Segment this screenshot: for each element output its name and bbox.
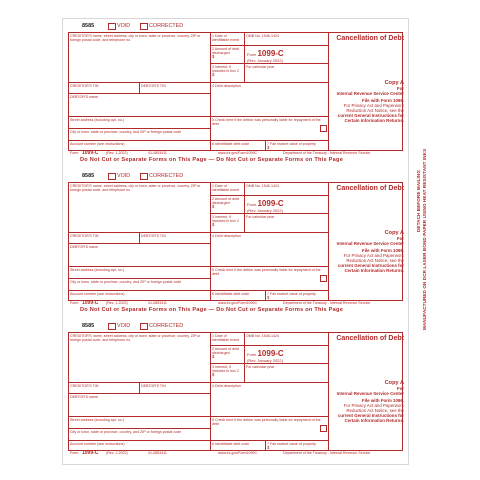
copy-for: For	[396, 386, 404, 391]
footer-form-word: Form	[70, 301, 79, 305]
box5-liable-field	[211, 117, 329, 141]
form-number	[247, 349, 284, 363]
form-copy-1	[68, 23, 404, 163]
omb-label: OMB No. 1545-1424	[246, 34, 279, 38]
box6-debt-code-field[interactable]	[211, 441, 266, 451]
box1-date-field[interactable]	[211, 183, 245, 196]
debtor-name-label: DEBTOR'S name	[70, 395, 98, 399]
dollar-sign: $	[267, 445, 270, 451]
creditor-tin-field[interactable]	[69, 233, 140, 244]
footer-department: Department of the Treasury - Internal Revenue Service	[283, 451, 371, 455]
debtor-name-field[interactable]	[69, 244, 211, 267]
debtor-tin-label: DEBTOR'S TIN	[141, 384, 166, 388]
debtor-name-label: DEBTOR'S name	[70, 245, 98, 249]
copy-irs-center: Internal Revenue Service Center	[336, 391, 404, 396]
copy-privacy-notice: For Privacy Act and Paperwork Reduction Act Notice, see the	[343, 103, 404, 113]
calendar-year-field[interactable]	[245, 64, 329, 83]
void-checkbox[interactable]	[108, 323, 116, 330]
city-label: City or town, state or province, country, and ZIP or foreign postal code	[70, 430, 182, 434]
city-label: City or town, state or province, country, and ZIP or foreign postal code	[70, 130, 182, 134]
street-address-field[interactable]	[69, 417, 211, 429]
box1-date-field[interactable]	[211, 33, 245, 46]
form-word: Form	[247, 202, 257, 207]
copy-a-block	[329, 381, 408, 423]
box2-label: 2 Amount of debt discharged	[212, 347, 240, 356]
side-margin-text	[410, 20, 432, 460]
box2-amount-field[interactable]	[211, 346, 245, 364]
box5-checkbox[interactable]	[320, 425, 327, 432]
manufacturer-notice: MANUFACTURED ON DCR LASER BOND PAPER USING HEAT RESISTANT INKS	[422, 148, 427, 330]
box6-debt-code-field[interactable]	[211, 291, 266, 301]
box7-label: 7 Fair market value of property	[267, 142, 316, 146]
box6-label: 6 Identifiable debt code	[212, 142, 250, 146]
corrected-checkbox[interactable]	[140, 323, 148, 330]
box4-debt-description-field[interactable]	[211, 233, 329, 267]
creditor-tin-field[interactable]	[69, 83, 140, 94]
corrected-checkbox[interactable]	[140, 23, 148, 30]
void-label: VOID	[117, 23, 131, 29]
box1-label: 1 Date of identifiable event	[212, 34, 239, 43]
footer-revision: (Rev. 1-2022)	[106, 451, 128, 455]
omb-cell	[245, 33, 329, 46]
form-title: Cancellation of Debt	[336, 335, 404, 342]
box3-interest-field[interactable]	[211, 364, 245, 383]
void-label: VOID	[117, 173, 131, 179]
creditor-name-field[interactable]	[69, 333, 211, 383]
box6-label: 6 Identifiable debt code	[212, 292, 250, 296]
revision-label: (Rev. January 2022)	[247, 208, 283, 213]
dollar-sign: $	[212, 54, 215, 60]
dollar-sign: $	[212, 372, 215, 378]
creditor-tin-label: CREDITOR'S TIN	[70, 234, 99, 238]
footer-revision: (Rev. 1-2022)	[106, 301, 128, 305]
copy-instructions: current General Instructions for Certain Information Returns.	[337, 113, 404, 123]
account-number-label: Account number (see instructions)	[70, 142, 125, 146]
creditor-tin-label: CREDITOR'S TIN	[70, 384, 99, 388]
footer-cat-number: 41-0853411	[148, 451, 167, 455]
city-field[interactable]	[69, 429, 211, 441]
box5-liable-field	[211, 267, 329, 291]
cut-warning: Do Not Cut or Separate Forms on This Page — Do Not Cut or Separate Forms on This Page	[80, 307, 344, 313]
box7-fmv-field[interactable]	[266, 441, 329, 451]
copy-for: For	[396, 86, 404, 91]
box7-fmv-field[interactable]	[266, 141, 329, 151]
detach-notice: DETACH BEFORE MAILING	[416, 170, 421, 232]
debtor-name-field[interactable]	[69, 394, 211, 417]
footer-form-word: Form	[70, 451, 79, 455]
copy-a-block	[329, 81, 408, 123]
creditor-name-field[interactable]	[69, 183, 211, 233]
form-title: Cancellation of Debt	[336, 35, 404, 42]
street-address-field[interactable]	[69, 117, 211, 129]
footer-form-word: Form	[70, 151, 79, 155]
footer-department: Department of the Treasury - Internal Revenue Service	[283, 301, 371, 305]
copy-a-label: Copy A	[384, 230, 404, 236]
copy-instructions: current General Instructions for Certain Information Returns.	[337, 413, 404, 423]
footer-form-number: 1099-C	[82, 300, 99, 306]
box6-debt-code-field[interactable]	[211, 141, 266, 151]
dollar-sign: $	[212, 204, 215, 210]
box7-label: 7 Fair market value of property	[267, 442, 316, 446]
omb-label: OMB No. 1545-1424	[246, 334, 279, 338]
street-address-label: Street address (including apt. no.)	[70, 118, 124, 122]
form-number-big: 1099-C	[257, 49, 284, 58]
box5-checkbox[interactable]	[320, 125, 327, 132]
tax-form-sheet	[62, 18, 409, 465]
form-number	[247, 49, 284, 63]
calendar-year-field[interactable]	[245, 214, 329, 233]
debtor-tin-label: DEBTOR'S TIN	[141, 84, 166, 88]
street-address-field[interactable]	[69, 267, 211, 279]
copy-file-with: File with Form 1096.	[362, 98, 404, 103]
form-number-big: 1099-C	[257, 199, 284, 208]
creditor-name-label: CREDITOR'S name, street address, city or town, state or province, country, ZIP or foreign postal code, and telephone no.	[70, 34, 201, 43]
box5-label: 5 Check here if the debtor was personally liable for repayment of the debt	[212, 418, 321, 427]
calendar-year-label: For calendar year	[246, 65, 275, 69]
form-word: Form	[247, 352, 257, 357]
copy-for: For	[396, 236, 404, 241]
account-number-label: Account number (see instructions)	[70, 442, 125, 446]
footer-cat-number: 41-0853411	[148, 151, 167, 155]
corrected-checkbox[interactable]	[140, 173, 148, 180]
box5-label: 5 Check here if the debtor was personally liable for repayment of the debt	[212, 268, 321, 277]
dollar-sign: $	[267, 145, 270, 151]
form-footer	[68, 151, 403, 156]
debtor-name-field[interactable]	[69, 94, 211, 117]
footer-form-number: 1099-C	[82, 150, 99, 156]
calendar-year-label: For calendar year	[246, 365, 275, 369]
revision-label: (Rev. January 2022)	[247, 358, 283, 363]
dollar-sign: $	[267, 295, 270, 301]
box1-date-field[interactable]	[211, 333, 245, 346]
box4-debt-description-field[interactable]	[211, 83, 329, 117]
dollar-sign: $	[212, 354, 215, 360]
copy-a-label: Copy A	[384, 380, 404, 386]
footer-url: www.irs.gov/Form1099C	[218, 301, 258, 305]
corrected-label: CORRECTED	[149, 323, 184, 329]
form-code: 8585	[82, 173, 95, 179]
form-code: 8585	[82, 23, 95, 29]
creditor-name-label: CREDITOR'S name, street address, city or town, state or province, country, ZIP or foreign postal code, and telephone no.	[70, 184, 201, 193]
form-grid	[68, 332, 403, 451]
copy-a-label: Copy A	[384, 80, 404, 86]
footer-form-number: 1099-C	[82, 450, 99, 456]
copy-irs-center: Internal Revenue Service Center	[336, 241, 404, 246]
revision-label: (Rev. January 2022)	[247, 58, 283, 63]
form-title: Cancellation of Debt	[336, 185, 404, 192]
copy-irs-center: Internal Revenue Service Center	[336, 91, 404, 96]
box2-amount-field[interactable]	[211, 46, 245, 64]
creditor-name-label: CREDITOR'S name, street address, city or town, state or province, country, ZIP or foreign postal code, and telephone no.	[70, 334, 201, 343]
box1-label: 1 Date of identifiable event	[212, 184, 239, 193]
debtor-tin-field[interactable]	[140, 383, 211, 394]
creditor-tin-label: CREDITOR'S TIN	[70, 84, 99, 88]
form-code: 8585	[82, 323, 95, 329]
form-number-big: 1099-C	[257, 349, 284, 358]
copy-privacy-notice: For Privacy Act and Paperwork Reduction Act Notice, see the	[343, 253, 404, 263]
box4-debt-description-field[interactable]	[211, 383, 329, 417]
box3-label: 3 Interest, if included in box 2	[212, 215, 239, 224]
box7-fmv-field[interactable]	[266, 291, 329, 301]
footer-cat-number: 41-0853411	[148, 301, 167, 305]
corrected-label: CORRECTED	[149, 173, 184, 179]
box5-label: 5 Check here if the debtor was personally liable for repayment of the debt	[212, 118, 321, 127]
void-label: VOID	[117, 323, 131, 329]
void-checkbox[interactable]	[108, 173, 116, 180]
box2-amount-field[interactable]	[211, 196, 245, 214]
copy-instructions: current General Instructions for Certain Information Returns.	[337, 263, 404, 273]
calendar-year-label: For calendar year	[246, 215, 275, 219]
city-field[interactable]	[69, 279, 211, 291]
box3-label: 3 Interest, if included in box 2	[212, 365, 239, 374]
form-copy-2	[68, 173, 404, 313]
box5-liable-field	[211, 417, 329, 441]
city-field[interactable]	[69, 129, 211, 141]
cut-warning: Do Not Cut or Separate Forms on This Page — Do Not Cut or Separate Forms on This Page	[80, 157, 344, 163]
box3-interest-field[interactable]	[211, 214, 245, 233]
footer-revision: (Rev. 1-2022)	[106, 151, 128, 155]
form-footer	[68, 301, 403, 306]
box2-label: 2 Amount of debt discharged	[212, 47, 240, 56]
omb-cell	[245, 183, 329, 196]
street-address-label: Street address (including apt. no.)	[70, 418, 124, 422]
box4-label: 4 Debt description	[212, 84, 241, 88]
omb-label: OMB No. 1545-1424	[246, 184, 279, 188]
dollar-sign: $	[212, 72, 215, 78]
debtor-name-label: DEBTOR'S name	[70, 95, 98, 99]
debtor-tin-field[interactable]	[140, 83, 211, 94]
account-number-label: Account number (see instructions)	[70, 292, 125, 296]
box3-label: 3 Interest, if included in box 2	[212, 65, 239, 74]
copy-privacy-notice: For Privacy Act and Paperwork Reduction Act Notice, see the	[343, 403, 404, 413]
box6-label: 6 Identifiable debt code	[212, 442, 250, 446]
form-grid	[68, 182, 403, 301]
dollar-sign: $	[212, 222, 215, 228]
footer-department: Department of the Treasury - Internal Revenue Service	[283, 151, 371, 155]
debtor-tin-field[interactable]	[140, 233, 211, 244]
void-checkbox[interactable]	[108, 23, 116, 30]
corrected-label: CORRECTED	[149, 23, 184, 29]
footer-url: www.irs.gov/Form1099C	[218, 151, 258, 155]
creditor-name-field[interactable]	[69, 33, 211, 83]
box2-label: 2 Amount of debt discharged	[212, 197, 240, 206]
form-word: Form	[247, 52, 257, 57]
copy-file-with: File with Form 1096.	[362, 248, 404, 253]
copy-file-with: File with Form 1096.	[362, 398, 404, 403]
box1-label: 1 Date of identifiable event	[212, 334, 239, 343]
copy-a-block	[329, 231, 408, 273]
form-number	[247, 199, 284, 213]
creditor-tin-field[interactable]	[69, 383, 140, 394]
calendar-year-field[interactable]	[245, 364, 329, 383]
form-footer	[68, 451, 403, 456]
box5-checkbox[interactable]	[320, 275, 327, 282]
form-copy-3	[68, 323, 403, 460]
form-grid	[68, 32, 403, 151]
box3-interest-field[interactable]	[211, 64, 245, 83]
street-address-label: Street address (including apt. no.)	[70, 268, 124, 272]
debtor-tin-label: DEBTOR'S TIN	[141, 234, 166, 238]
city-label: City or town, state or province, country, and ZIP or foreign postal code	[70, 280, 182, 284]
box4-label: 4 Debt description	[212, 234, 241, 238]
omb-cell	[245, 333, 329, 346]
box7-label: 7 Fair market value of property	[267, 292, 316, 296]
footer-url: www.irs.gov/Form1099C	[218, 451, 258, 455]
box4-label: 4 Debt description	[212, 384, 241, 388]
